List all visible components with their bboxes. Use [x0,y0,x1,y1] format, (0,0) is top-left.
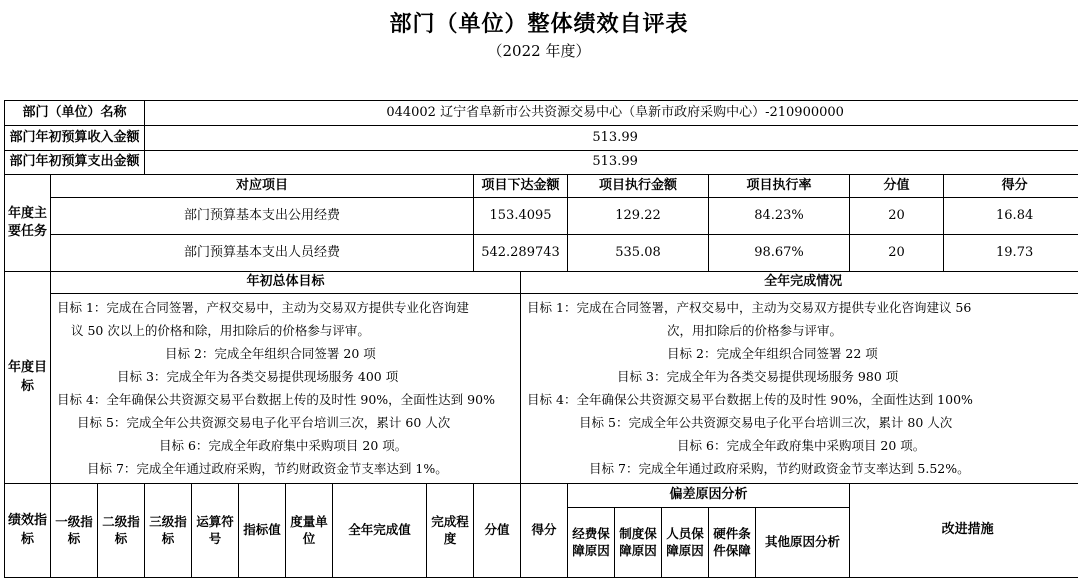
col-level1: 一级指标 [51,484,98,578]
goal-line: 次，用扣除后的价格参与评审。 [667,323,843,338]
page-subtitle: （2022 年度） [487,42,591,60]
task-score-value: 20 [850,235,944,272]
income-row [5,126,1078,151]
col-dev-staff: 人员保障原因 [662,508,709,578]
expense-label: 部门年初预算支出金额 [5,151,145,175]
goal-line: 目标 1：完成在合同签署，产权交易中，主动为交易双方提供专业化咨询建议 56 [527,300,972,315]
evaluation-table [4,100,1078,578]
task-project: 部门预算基本支出公用经费 [51,198,474,235]
col-dev-other: 其他原因分析 [756,508,850,578]
goals-left-header: 年初总体目标 [51,272,521,294]
goal-line: 目标 6：完成全年政府集中采购项目 20 项。 [677,438,926,453]
col-completion: 完成程度 [427,484,474,578]
income-value: 513.99 [145,126,1078,151]
col-level3: 三级指标 [145,484,192,578]
col-level2: 二级指标 [98,484,145,578]
task-executed: 535.08 [568,235,709,272]
goal-line: 目标 4：全年确保公共资源交易平台数据上传的及时性 90%，全面性达到 100% [527,392,973,407]
tasks-col-rate: 项目执行率 [709,175,850,198]
tasks-col-score: 得分 [944,175,1078,198]
task-score-value: 20 [850,198,944,235]
expense-row [5,151,1078,175]
table-row [5,235,1078,272]
task-rate: 84.23% [709,198,850,235]
goals-left-text [51,294,521,484]
goal-line: 目标 6：完成全年政府集中采购项目 20 项。 [159,438,408,453]
col-actual: 全年完成值 [333,484,427,578]
col-target: 指标值 [239,484,286,578]
col-dev-system: 制度保障原因 [615,508,662,578]
deviation-header: 偏差原因分析 [568,484,850,508]
page-title: 部门（单位）整体绩效自评表 [389,11,689,37]
goals-section-label: 年度目标 [5,272,51,484]
goal-line: 目标 3：完成全年为各类交易提供现场服务 980 项 [617,369,899,384]
col-score: 得分 [521,484,568,578]
task-allocated: 542.289743 [474,235,568,272]
goal-line: 目标 7：完成全年通过政府采购，节约财政资金节支率达到 1%。 [87,461,448,476]
col-dev-hardware: 硬件条件保障 [709,508,756,578]
goals-right-header: 全年完成情况 [521,272,1078,294]
goals-right-text [521,294,1078,484]
indicators-section-label: 绩效指标 [5,484,51,578]
task-executed: 129.22 [568,198,709,235]
tasks-section-label: 年度主要任务 [5,175,51,272]
tasks-header-row [5,175,1078,198]
expense-value: 513.99 [145,151,1078,175]
col-improve: 改进措施 [850,484,1078,578]
task-score: 19.73 [944,235,1078,272]
task-project: 部门预算基本支出人员经费 [51,235,474,272]
unit-name-row [5,101,1078,126]
goal-line: 目标 2：完成全年组织合同签署 22 项 [667,346,878,361]
tasks-col-score-value: 分值 [850,175,944,198]
goal-line: 目标 5：完成全年公共资源交易电子化平台培训三次，累计 60 人次 [77,415,451,430]
goal-line: 目标 3：完成全年为各类交易提供现场服务 400 项 [117,369,399,384]
task-score: 16.84 [944,198,1078,235]
goal-line: 目标 4：全年确保公共资源交易平台数据上传的及时性 90%，全面性达到 90% [57,392,495,407]
goal-line: 目标 2：完成全年组织合同签署 20 项 [165,346,376,361]
tasks-col-executed: 项目执行金额 [568,175,709,198]
unit-name-value: 044002 辽宁省阜新市公共资源交易中心（阜新市政府采购中心）-210900000 [145,101,1078,126]
tasks-col-allocated: 项目下达金额 [474,175,568,198]
tasks-col-project: 对应项目 [51,175,474,198]
goal-line: 议 50 次以上的价格和除，用扣除后的价格参与评审。 [71,323,370,338]
goals-body-row [5,294,1078,484]
col-operator: 运算符号 [192,484,239,578]
col-dev-funding: 经费保障原因 [568,508,615,578]
goals-header-row [5,272,1078,294]
task-rate: 98.67% [709,235,850,272]
goal-line: 目标 5：完成全年公共资源交易电子化平台培训三次，累计 80 人次 [579,415,953,430]
col-score-value: 分值 [474,484,521,578]
unit-name-label: 部门（单位）名称 [5,101,145,126]
goal-line: 目标 7：完成全年通过政府采购，节约财政资金节支率达到 5.52%。 [589,461,970,476]
income-label: 部门年初预算收入金额 [5,126,145,151]
task-allocated: 153.4095 [474,198,568,235]
col-unit: 度量单位 [286,484,333,578]
table-row [5,198,1078,235]
goal-line: 目标 1：完成在合同签署，产权交易中，主动为交易双方提供专业化咨询建 [57,300,469,315]
indicators-header-row [5,484,1078,508]
